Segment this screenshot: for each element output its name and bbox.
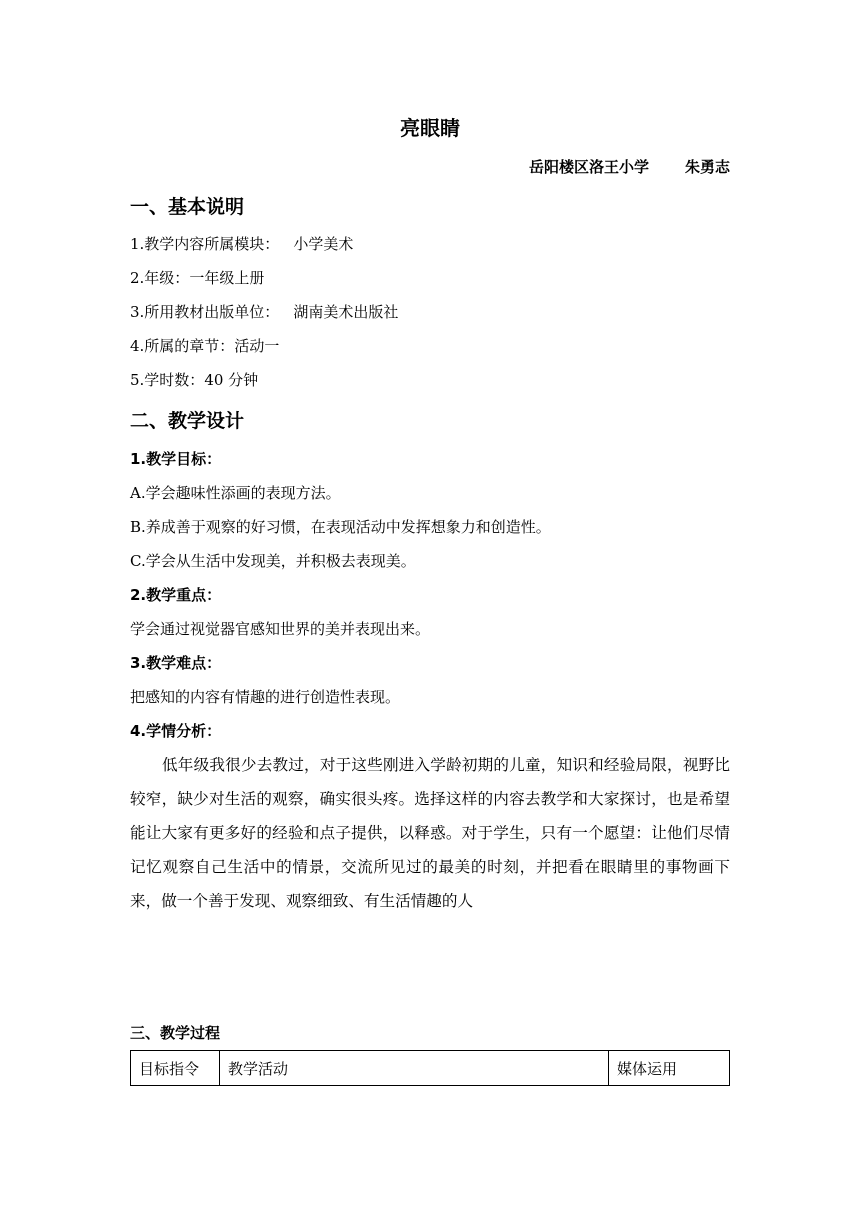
info-value: 40 分钟: [204, 371, 259, 389]
info-label: 4.所属的章节：: [130, 337, 235, 355]
subheading-difficulties: 3.教学难点：: [130, 654, 222, 672]
info-value: 一年级上册: [189, 269, 265, 287]
document-title: 亮眼睛: [400, 116, 460, 140]
info-item-publisher: [130, 301, 398, 323]
difficulties-text: 把感知的内容有情趣的进行创造性表现。: [130, 688, 401, 706]
info-label: 1.教学内容所属模块：: [130, 235, 280, 253]
table-header-row: [131, 1051, 730, 1086]
info-value: 湖南美术出版社: [293, 303, 399, 321]
analysis-paragraph: 低年级我很少去教过，对于这些刚进入学龄初期的儿童，知识和经验局限，视野比较窄，缺少对生活的观察，确实很头疼。选择这样的内容去教学和大家探讨，也是希望能让大家有更多好的经验和点子提供，以释惑。对于学生，只有一个愿望：让他们尽情记忆观察自己生活中的情景，交流所见过的最美的时刻，并把看在眼睛里的事物画下来，做一个善于发现、观察细致、有生活情趣的人: [130, 756, 730, 910]
subheading-keypoints: 2.教学重点：: [130, 586, 222, 604]
author-name: 朱勇志: [684, 158, 730, 176]
keypoints-text: 学会通过视觉器官感知世界的美并表现出来。: [130, 620, 431, 638]
info-label: 5.学时数：: [130, 371, 205, 389]
section-heading-process: 三、教学过程: [130, 1024, 221, 1042]
process-table: [130, 1050, 730, 1086]
info-item-chapter: [130, 335, 279, 357]
info-label: 3.所用教材出版单位：: [130, 303, 280, 321]
subheading-goals: 1.教学目标：: [130, 450, 222, 468]
subheading-analysis: 4.学情分析：: [130, 722, 222, 740]
info-item-duration: [130, 369, 258, 391]
section-heading-basic: 一、基本说明: [130, 196, 245, 218]
goal-item: B.养成善于观察的好习惯，在表现活动中发挥想象力和创造性。: [130, 518, 551, 536]
info-value: 小学美术: [293, 235, 354, 253]
table-header-cell: 目标指令: [131, 1051, 220, 1086]
table-header-cell: 媒体运用: [609, 1051, 730, 1086]
table-header-cell: 教学活动: [220, 1051, 609, 1086]
goal-item: A.学会趣味性添画的表现方法。: [130, 484, 341, 502]
info-label: 2.年级：: [130, 269, 190, 287]
section-heading-design: 二、教学设计: [130, 410, 245, 432]
author-line: [529, 156, 730, 178]
info-value: 活动一: [234, 337, 280, 355]
info-item-grade: [130, 267, 264, 289]
author-school: 岳阳楼区洛王小学: [528, 158, 649, 176]
info-item-module: [130, 233, 353, 255]
goal-item: C.学会从生活中发现美，并积极去表现美。: [130, 552, 416, 570]
